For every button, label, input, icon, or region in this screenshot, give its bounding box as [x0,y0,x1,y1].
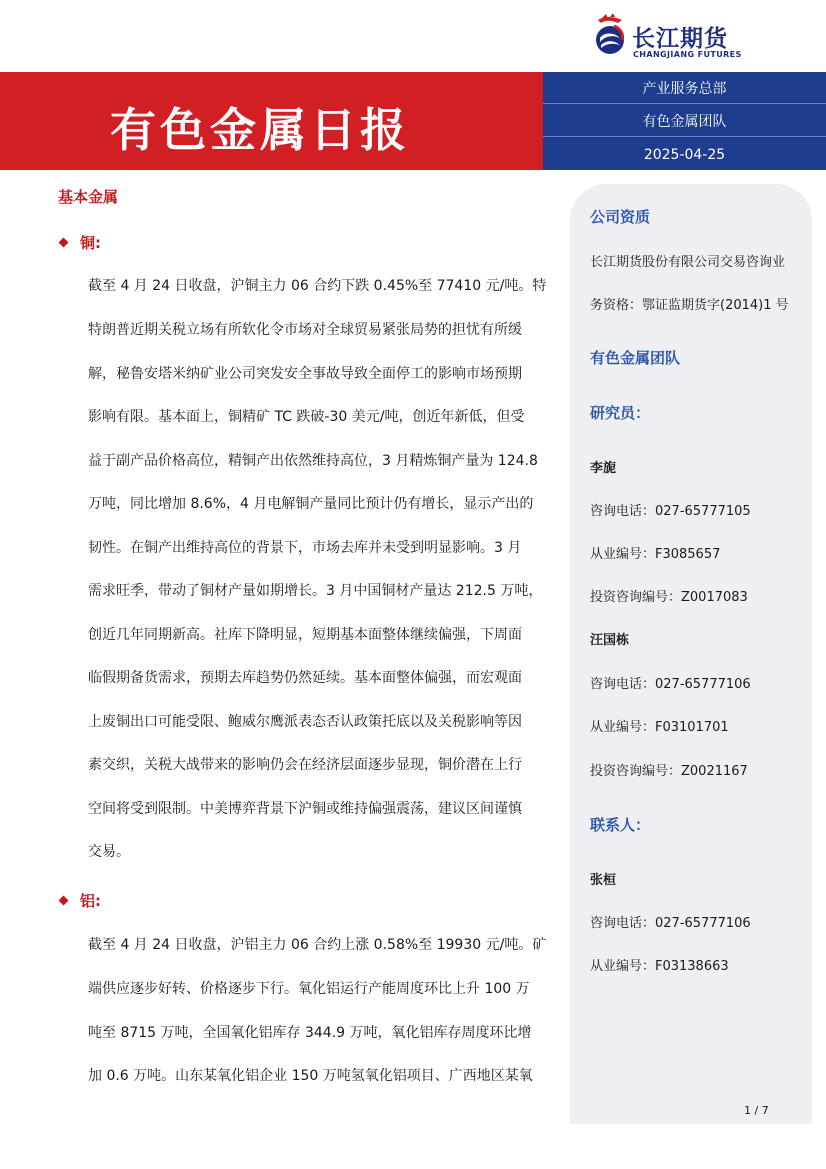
team-heading: 有色金属团队 [590,349,681,367]
contact-name: 张桓 [590,873,617,888]
paragraph-line: 端供应逐步好转、价格逐步下行。氧化铝运行产能周度环比上升 100 万 [88,981,530,997]
paragraph-line: 吨至 8715 万吨，全国氧化铝库存 344.9 万吨，氧化铝库存周度环比增 [88,1025,532,1041]
paragraph-line: 交易。 [88,844,130,860]
contact-heading: 联系人： [590,816,651,834]
paragraph-line: 益于副产品价格高位，精铜产出依然维持高位，3 月精炼铜产量为 124.8 [88,453,538,469]
company-qualification-text: 务资格：鄂证监期货字(2014)1 号 [590,298,789,313]
changjiang-logo-icon [592,14,630,58]
section-title: 基本金属 [58,188,119,206]
logo-name-cn: 长江期货 [632,26,728,52]
researcher-advisory-number: 投资咨询编号：Z0017083 [590,590,748,605]
department-label: 产业服务总部 [543,72,826,104]
paragraph-line: 解，秘鲁安塔米纳矿业公司突发安全事故导致全面停工的影响市场预期 [88,366,522,382]
report-title: 有色金属日报 [110,103,410,157]
banner-title-block [0,72,543,170]
researcher-phone: 咨询电话：027-65777106 [590,677,751,692]
company-logo [592,14,767,64]
researcher-practice-number: 从业编号：F3085657 [590,547,721,562]
paragraph-line: 上废铜出口可能受限、鲍威尔鹰派表态否认政策托底以及关税影响等因 [88,714,522,730]
aluminum-heading-label: 铝: [80,892,101,910]
aluminum-heading [60,890,101,911]
paragraph-line: 影响有限。基本面上，铜精矿 TC 跌破-30 美元/吨，创近年新低，但受 [88,409,525,425]
diamond-bullet-icon [59,896,69,906]
diamond-bullet-icon [59,238,69,248]
report-date: 2025-04-25 [643,147,726,163]
paragraph-line: 万吨，同比增加 8.6%，4 月电解铜产量同比预计仍有增长，显示产出的 [88,496,534,512]
banner-info-block [543,72,826,170]
paragraph-line: 临假期备货需求，预期去库趋势仍然延续。基本面整体偏强，而宏观面 [88,670,522,686]
sidebar-panel [570,184,812,1124]
paragraph-line: 素交织，关税大战带来的影响仍会在经济层面逐步显现，铜价潜在上行 [88,757,522,773]
copper-heading [60,232,101,253]
paragraph-line: 加 0.6 万吨。山东某氧化铝企业 150 万吨氢氧化铝项目、广西地区某氧 [88,1068,533,1084]
paragraph-line: 截至 4 月 24 日收盘，沪铝主力 06 合约上涨 0.58%至 19930 元/吨。矿 [88,937,547,953]
paragraph-line: 特朗普近期关税立场有所软化令市场对全球贸易紧张局势的担忧有所缓 [88,322,522,338]
paragraph-line: 创近几年同期新高。社库下降明显，短期基本面整体继续偏强，下周面 [88,627,522,643]
researcher-name: 汪国栋 [590,633,630,648]
researcher-heading: 研究员： [590,404,651,422]
contact-phone: 咨询电话：027-65777106 [590,916,751,931]
paragraph-line: 需求旺季，带动了铜材产量如期增长。3 月中国铜材产量达 212.5 万吨， [88,583,543,599]
company-qualification-text: 长江期货股份有限公司交易咨询业 [590,255,786,270]
researcher-name: 李旎 [590,461,617,476]
team-label: 有色金属团队 [543,105,826,137]
researcher-practice-number: 从业编号：F03101701 [590,720,729,735]
contact-practice-number: 从业编号：F03138663 [590,959,729,974]
researcher-phone: 咨询电话：027-65777105 [590,504,751,519]
copper-heading-label: 铜: [80,234,101,252]
paragraph-line: 韧性。在铜产出维持高位的背景下，市场去库并未受到明显影响。3 月 [88,540,522,556]
logo-name-en: CHANGJIANG FUTURES [633,50,742,59]
company-qualification-heading: 公司资质 [590,208,651,226]
researcher-advisory-number: 投资咨询编号：Z0021167 [590,764,748,779]
paragraph-line: 空间将受到限制。中美博弈背景下沪铜或维持偏强震荡，建议区间谨慎 [88,801,522,817]
page-number: 1 / 7 [744,1104,769,1117]
paragraph-line: 截至 4 月 24 日收盘，沪铜主力 06 合约下跌 0.45%至 77410 元/吨。特 [88,278,547,294]
header-banner [0,72,826,170]
